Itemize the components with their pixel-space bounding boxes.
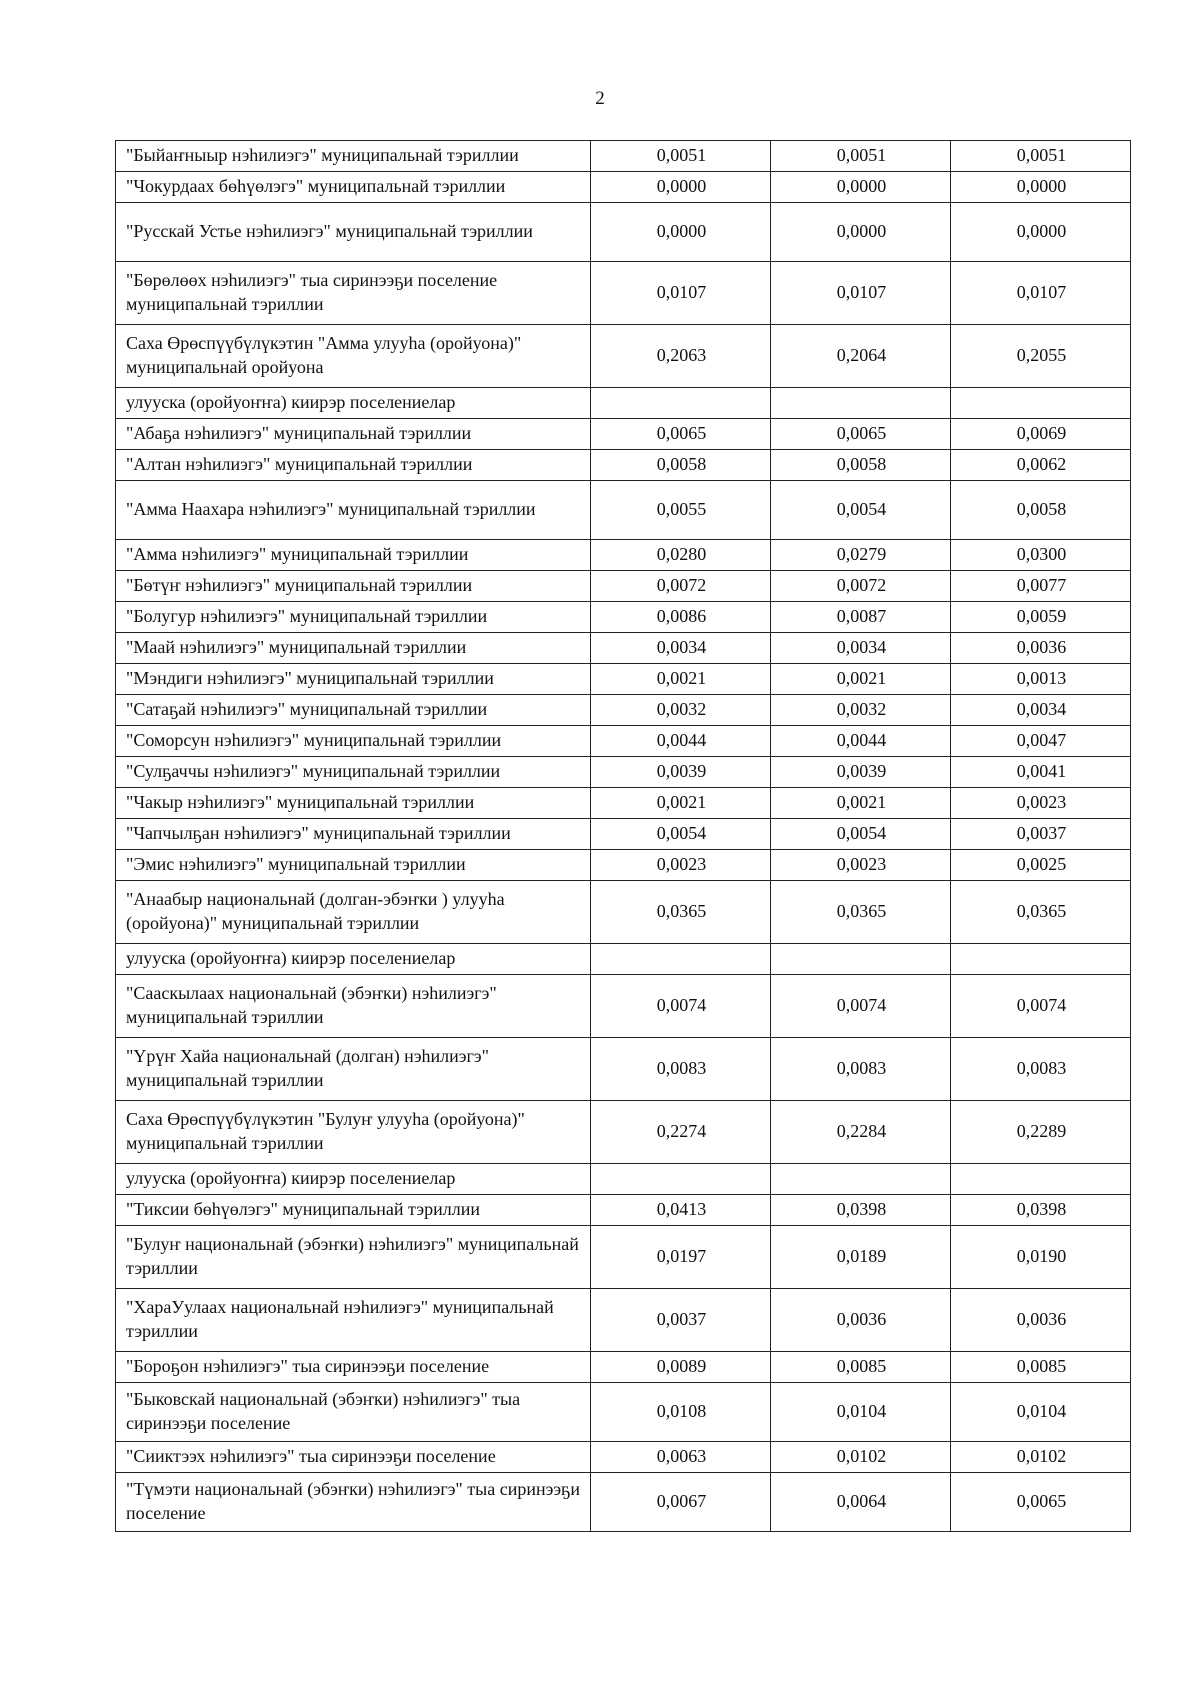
table-row [116, 1038, 1131, 1101]
value-col-3: 0,0041 [951, 757, 1131, 788]
value-col-1: 0,0086 [591, 602, 771, 633]
table-row [116, 540, 1131, 571]
value-col-3: 0,0000 [951, 172, 1131, 203]
table-row [116, 172, 1131, 203]
value-col-1 [591, 1164, 771, 1195]
row-name: "Сулҕаччы нэһилиэгэ" муниципальнай тэриллии [116, 757, 591, 788]
value-col-3: 0,0102 [951, 1442, 1131, 1473]
value-col-3: 0,0365 [951, 881, 1131, 944]
value-col-1: 0,0280 [591, 540, 771, 571]
value-col-1 [591, 388, 771, 419]
table-row [116, 819, 1131, 850]
table-body [116, 141, 1131, 1532]
value-col-2: 0,0083 [771, 1038, 951, 1101]
value-col-3 [951, 1164, 1131, 1195]
value-col-3: 0,0047 [951, 726, 1131, 757]
table-row [116, 726, 1131, 757]
table-row [116, 633, 1131, 664]
value-col-1: 0,2274 [591, 1101, 771, 1164]
page-number: 2 [595, 88, 605, 109]
value-col-3 [951, 944, 1131, 975]
row-name: Саха Өрөспүүбүлүкэтин "Амма улууһа (оройуона)" муниципальнай оройуона [116, 325, 591, 388]
row-name: "Русскай Устье нэһилиэгэ" муниципальнай тэриллии [116, 203, 591, 262]
value-col-2: 0,0021 [771, 664, 951, 695]
value-col-3: 0,0077 [951, 571, 1131, 602]
value-col-3: 0,0037 [951, 819, 1131, 850]
value-col-1 [591, 944, 771, 975]
value-col-1: 0,0021 [591, 788, 771, 819]
value-col-2 [771, 388, 951, 419]
value-col-3: 0,2289 [951, 1101, 1131, 1164]
value-col-2: 0,0044 [771, 726, 951, 757]
value-col-2: 0,0087 [771, 602, 951, 633]
value-col-1: 0,0089 [591, 1352, 771, 1383]
row-name: "Анаабыр национальнай (долган-эбэҥки ) улууһа (оройуона)" муниципальнай тэриллии [116, 881, 591, 944]
row-name: улууска (оройуоҥҥа) киирэр поселениелар [116, 388, 591, 419]
value-col-2: 0,0054 [771, 481, 951, 540]
table-row [116, 1164, 1131, 1195]
row-name: "Быковскай национальнай (эбэҥки) нэһилиэгэ" тыа сиринээҕи поселение [116, 1383, 591, 1442]
value-col-1: 0,0083 [591, 1038, 771, 1101]
value-col-3 [951, 388, 1131, 419]
row-name: "Болугур нэһилиэгэ" муниципальнай тэриллии [116, 602, 591, 633]
table-row [116, 850, 1131, 881]
table-row [116, 1289, 1131, 1352]
table-row [116, 571, 1131, 602]
value-col-2: 0,0039 [771, 757, 951, 788]
row-name: "Сииктээх нэһилиэгэ" тыа сиринээҕи поселение [116, 1442, 591, 1473]
row-name: "Чакыр нэһилиэгэ" муниципальнай тэриллии [116, 788, 591, 819]
value-col-3: 0,0051 [951, 141, 1131, 172]
value-col-1: 0,0107 [591, 262, 771, 325]
value-col-2: 0,0051 [771, 141, 951, 172]
value-col-1: 0,0063 [591, 1442, 771, 1473]
value-col-1: 0,0000 [591, 203, 771, 262]
table-row [116, 1101, 1131, 1164]
value-col-3: 0,0069 [951, 419, 1131, 450]
value-col-1: 0,0065 [591, 419, 771, 450]
table-row [116, 975, 1131, 1038]
value-col-2: 0,2064 [771, 325, 951, 388]
value-col-3: 0,0036 [951, 1289, 1131, 1352]
value-col-3: 0,0000 [951, 203, 1131, 262]
value-col-2 [771, 944, 951, 975]
row-name: "Сааскылаах национальнай (эбэҥки) нэһилиэгэ" муниципальнай тэриллии [116, 975, 591, 1038]
value-col-3: 0,0013 [951, 664, 1131, 695]
table-row [116, 1473, 1131, 1532]
value-col-2: 0,0365 [771, 881, 951, 944]
row-name: "Чапчылҕан нэһилиэгэ" муниципальнай тэриллии [116, 819, 591, 850]
table-row [116, 450, 1131, 481]
row-name: "Түмэти национальнай (эбэҥки) нэһилиэгэ" тыа сиринээҕи поселение [116, 1473, 591, 1532]
value-col-3: 0,0058 [951, 481, 1131, 540]
table-row [116, 203, 1131, 262]
row-name: "Бөрөлөөх нэһилиэгэ" тыа сиринээҕи поселение муниципальнай тэриллии [116, 262, 591, 325]
row-name: Саха Өрөспүүбүлүкэтин "Булуҥ улууһа (оройуона)" муниципальнай тэриллии [116, 1101, 591, 1164]
value-col-3: 0,0034 [951, 695, 1131, 726]
table-row [116, 788, 1131, 819]
value-col-2: 0,0058 [771, 450, 951, 481]
table-row [116, 262, 1131, 325]
row-name: улууска (оройуоҥҥа) киирэр поселениелар [116, 1164, 591, 1195]
value-col-3: 0,2055 [951, 325, 1131, 388]
value-col-2: 0,0032 [771, 695, 951, 726]
value-col-3: 0,0062 [951, 450, 1131, 481]
value-col-2: 0,0000 [771, 172, 951, 203]
value-col-1: 0,0044 [591, 726, 771, 757]
table-row [116, 325, 1131, 388]
value-col-1: 0,0058 [591, 450, 771, 481]
value-col-2: 0,0104 [771, 1383, 951, 1442]
row-name: "Абаҕа нэһилиэгэ" муниципальнай тэриллии [116, 419, 591, 450]
value-col-3: 0,0107 [951, 262, 1131, 325]
value-col-1: 0,0023 [591, 850, 771, 881]
value-col-3: 0,0190 [951, 1226, 1131, 1289]
table-row [116, 881, 1131, 944]
row-name: "Бөтүҥ нэһилиэгэ" муниципальнай тэриллии [116, 571, 591, 602]
row-name: "Сатаҕай нэһилиэгэ" муниципальнай тэриллии [116, 695, 591, 726]
value-col-1: 0,0032 [591, 695, 771, 726]
value-col-2: 0,0034 [771, 633, 951, 664]
value-col-1: 0,0037 [591, 1289, 771, 1352]
row-name: "Амма нэһилиэгэ" муниципальнай тэриллии [116, 540, 591, 571]
value-col-2: 0,0065 [771, 419, 951, 450]
value-col-3: 0,0085 [951, 1352, 1131, 1383]
row-name: "Соморсун нэһилиэгэ" муниципальнай тэриллии [116, 726, 591, 757]
row-name: "Быйаҥныыр нэһилиэгэ" муниципальнай тэриллии [116, 141, 591, 172]
value-col-2: 0,0072 [771, 571, 951, 602]
value-col-1: 0,0055 [591, 481, 771, 540]
value-col-2: 0,0023 [771, 850, 951, 881]
value-col-3: 0,0398 [951, 1195, 1131, 1226]
value-col-2: 0,0021 [771, 788, 951, 819]
row-name: "Тиксии бөһүөлэгэ" муниципальнай тэриллии [116, 1195, 591, 1226]
table-row [116, 1383, 1131, 1442]
value-col-2: 0,0064 [771, 1473, 951, 1532]
value-col-2: 0,0398 [771, 1195, 951, 1226]
table-row [116, 419, 1131, 450]
value-col-2: 0,0102 [771, 1442, 951, 1473]
table-row [116, 602, 1131, 633]
value-col-1: 0,0034 [591, 633, 771, 664]
row-name: "Булуҥ национальнай (эбэҥки) нэһилиэгэ" муниципальнай тэриллии [116, 1226, 591, 1289]
data-table [115, 140, 1131, 1532]
value-col-1: 0,0413 [591, 1195, 771, 1226]
row-name: "Мэндиги нэһилиэгэ" муниципальнай тэриллии [116, 664, 591, 695]
row-name: "Чокурдаах бөһүөлэгэ" муниципальнай тэриллии [116, 172, 591, 203]
value-col-3: 0,0059 [951, 602, 1131, 633]
row-name: "Амма Наахара нэһилиэгэ" муниципальнай тэриллии [116, 481, 591, 540]
value-col-2: 0,0054 [771, 819, 951, 850]
table-row [116, 1226, 1131, 1289]
value-col-3: 0,0025 [951, 850, 1131, 881]
table-row [116, 695, 1131, 726]
value-col-3: 0,0104 [951, 1383, 1131, 1442]
value-col-1: 0,0000 [591, 172, 771, 203]
value-col-1: 0,0365 [591, 881, 771, 944]
row-name: "Алтан нэһилиэгэ" муниципальнай тэриллии [116, 450, 591, 481]
value-col-1: 0,0108 [591, 1383, 771, 1442]
value-col-2: 0,0189 [771, 1226, 951, 1289]
value-col-2: 0,2284 [771, 1101, 951, 1164]
table-row [116, 1352, 1131, 1383]
value-col-1: 0,0197 [591, 1226, 771, 1289]
value-col-1: 0,2063 [591, 325, 771, 388]
value-col-3: 0,0083 [951, 1038, 1131, 1101]
table-row [116, 1442, 1131, 1473]
value-col-2: 0,0085 [771, 1352, 951, 1383]
table-row [116, 141, 1131, 172]
value-col-2: 0,0107 [771, 262, 951, 325]
value-col-2: 0,0000 [771, 203, 951, 262]
value-col-2 [771, 1164, 951, 1195]
table-row [116, 944, 1131, 975]
value-col-2: 0,0279 [771, 540, 951, 571]
value-col-1: 0,0039 [591, 757, 771, 788]
value-col-3: 0,0300 [951, 540, 1131, 571]
value-col-1: 0,0074 [591, 975, 771, 1038]
table-row [116, 757, 1131, 788]
value-col-1: 0,0067 [591, 1473, 771, 1532]
row-name: "Бороҕон нэһилиэгэ" тыа сиринээҕи поселение [116, 1352, 591, 1383]
value-col-2: 0,0036 [771, 1289, 951, 1352]
table-row [116, 664, 1131, 695]
row-name: "Эмис нэһилиэгэ" муниципальнай тэриллии [116, 850, 591, 881]
row-name: "Үрүҥ Хайа национальнай (долган) нэһилиэгэ" муниципальнай тэриллии [116, 1038, 591, 1101]
table-row [116, 388, 1131, 419]
value-col-1: 0,0072 [591, 571, 771, 602]
value-col-2: 0,0074 [771, 975, 951, 1038]
row-name: "ХараУулаах национальнай нэһилиэгэ" муниципальнай тэриллии [116, 1289, 591, 1352]
value-col-1: 0,0054 [591, 819, 771, 850]
row-name: "Маай нэһилиэгэ" муниципальнай тэриллии [116, 633, 591, 664]
value-col-3: 0,0065 [951, 1473, 1131, 1532]
table-row [116, 481, 1131, 540]
row-name: улууска (оройуоҥҥа) киирэр поселениелар [116, 944, 591, 975]
value-col-1: 0,0051 [591, 141, 771, 172]
value-col-3: 0,0074 [951, 975, 1131, 1038]
value-col-3: 0,0036 [951, 633, 1131, 664]
table-row [116, 1195, 1131, 1226]
value-col-3: 0,0023 [951, 788, 1131, 819]
value-col-1: 0,0021 [591, 664, 771, 695]
